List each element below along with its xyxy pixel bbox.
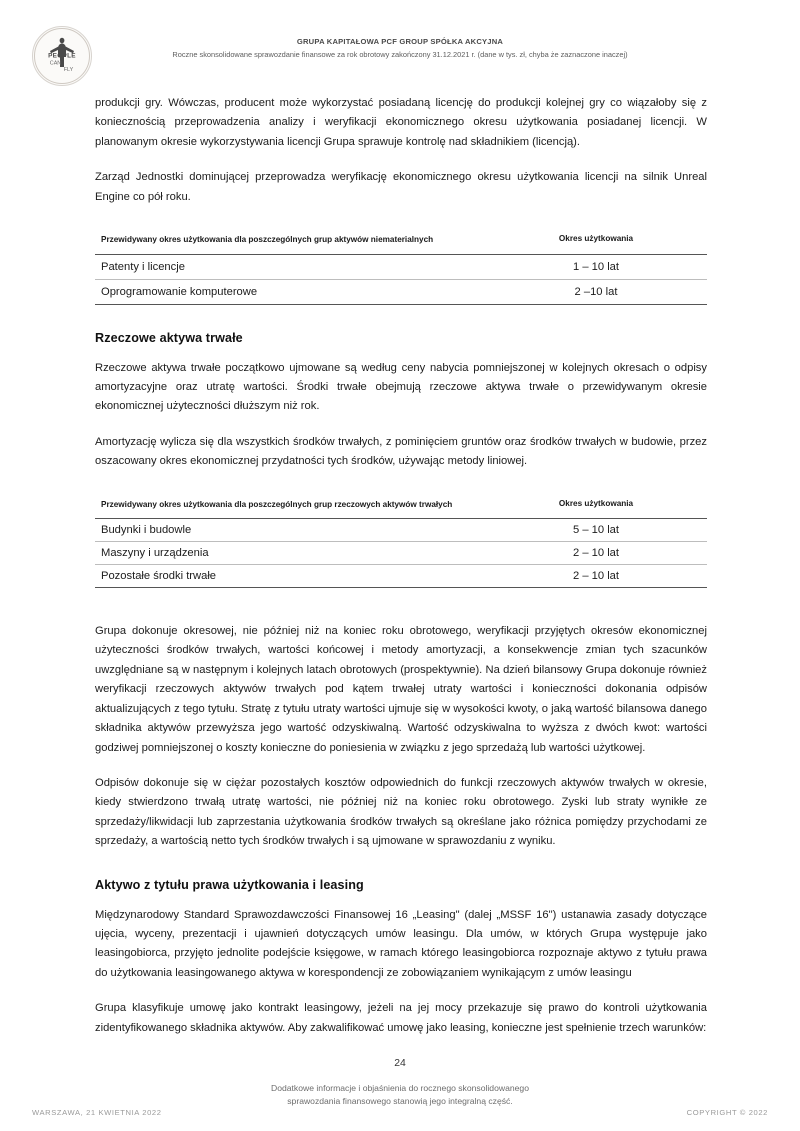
page-number: 24 — [394, 1058, 406, 1069]
table-row — [95, 565, 707, 588]
table-row — [95, 542, 707, 565]
footer-location-date: WARSZAWA, 21 KWIETNIA 2022 — [32, 1108, 162, 1117]
svg-text:CAN: CAN — [49, 60, 62, 67]
footer-copyright: COPYRIGHT © 2022 — [686, 1108, 768, 1117]
table-cell-name: Patenty i licencje — [95, 254, 485, 279]
table-row — [95, 254, 707, 279]
svg-text:FLY: FLY — [63, 67, 74, 73]
heading-rzeczowe-aktywa-trwale: Rzeczowe aktywa trwałe — [95, 330, 243, 345]
spacer — [95, 606, 707, 622]
paragraph-depreciation-method: Amortyzację wylicza się dla wszystkich środków trwałych, z pominięciem gruntów oraz środków trwałych w budowie, przez oszacowany okres ekonomicznej przydatności tych środków, używając metody liniowej. — [95, 435, 707, 468]
table-cell-value: 2 – 10 lat — [485, 565, 707, 588]
document-content — [95, 94, 707, 1038]
table-header-row — [95, 494, 707, 519]
table-intangible-useful-life — [95, 229, 707, 305]
people-can-fly-logo — [32, 26, 92, 86]
paragraph-lease-classification: Grupa klasyfikuje umowę jako kontrakt leasingowy, jeżeli na jej mocy przekazuje się prawo do kontroli użytkowania zidentyfikowanego składnika aktywów. Aby zakwalifikować umowę jako leasing, konieczne jest spełnienie trzech warunków: — [95, 1002, 707, 1034]
footer-note-line-2: sprawozdania finansowego stanowią jego integralną część. — [287, 1096, 513, 1106]
heading-aktywo-prawa-uzytkowania: Aktywo z tytułu prawa użytkowania i leasing — [95, 877, 364, 892]
table-cell-value: 2 – 10 lat — [485, 542, 707, 565]
paragraph-impairment-charges: Odpisów dokonuje się w ciężar pozostałych kosztów odpowiednich do funkcji rzeczowych aktywów trwałych w okresie, kiedy stwierdzono trwałą utratę wartości, nie później niż na koniec roku obrotowego. Zyski lub straty wynikłe ze sprzedaży/likwidacji lub zaprzestania użytkowania środków trwałych są określane jako różnica pomiędzy przychodami ze sprzedaży, a wartością netto tych środków trwałych i są ujmowane w sprawozdaniu z wyniku. — [95, 776, 707, 848]
table-header-useful-life: Okres użytkowania — [485, 229, 707, 254]
table-header-useful-life: Okres użytkowania — [485, 494, 707, 519]
table-cell-value: 5 – 10 lat — [485, 519, 707, 542]
header-subtitle: Roczne skonsolidowane sprawozdanie finansowe za rok obrotowy zakończony 31.12.2021 r. (dane w tys. zł, chyba że zaznaczone inaczej) — [172, 50, 628, 59]
table-row — [95, 279, 707, 304]
table-header-row — [95, 229, 707, 254]
table-cell-name: Oprogramowanie komputerowe — [95, 279, 485, 304]
footer-note — [0, 1082, 800, 1108]
paragraph-production-license: produkcji gry. Wówczas, producent może wykorzystać posiadaną licencję do produkcji kolejnej gry co wiązałoby się z koniecznością przeprowadzenia analizy i weryfikacji ekonomicznego okresu użytkowania posiadanej licencji. W planowanym okresie wykorzystywania licencji Grupa sprawuje kontrolę nad składnikiem (licencją). — [95, 97, 707, 148]
table-cell-value: 2 –10 lat — [485, 279, 707, 304]
page-header — [0, 26, 800, 86]
paragraph-periodic-verification: Grupa dokonuje okresowej, nie później niż na koniec roku obrotowego, weryfikacji przyjętych okresów ekonomicznej użyteczności środków trwałych, wartości końcowej i metody amortyzacji, a konsekwencje zmian tych szacunków uwzględniane są w następnym i kolejnych latach obrotowych (prospektywnie). Na dzień bilansowy Grupa dokonuje również weryfikacji rzeczowych aktywów trwałych pod kątem trwałej utraty wartości i konieczności dokonania odpisów aktualizujących z tego tytułu. Stratę z tytułu utraty wartości ujmuje się w wysokości kwoty, o jaką wartość bilansowa danego składnika aktywów przewyższa jego wartość odzyskiwalną. Wartość odzyskiwalna to wyższa z dwóch kwot: wartości godziwej pomniejszonej o koszty konieczne do poniesienia w związku z jego sprzedażą lub wartości użytkowej. — [95, 625, 707, 754]
table-cell-name: Pozostałe środki trwałe — [95, 565, 485, 588]
table-cell-value: 1 – 10 lat — [485, 254, 707, 279]
header-company-name: GRUPA KAPITAŁOWA PCF GROUP SPÓŁKA AKCYJNA — [296, 37, 504, 46]
table-row — [95, 519, 707, 542]
paragraph-mssf16: Międzynarodowy Standard Sprawozdawczości Finansowej 16 „Leasing" (dalej „MSSF 16") ustanawia zasady dotyczące ujęcia, wyceny, prezentacji i ujawnień dotyczących umów leasingu. Dla umów, w których Grupa występuje jako leasingobiorca, przyjęto jednolite podejście księgowe, w ramach którego leasingobiorca rozpoznaje aktywo z tytułu prawa do użytkowania leasingowanego aktywa w korespondencji ze zobowiązaniem wynikającym z umów leasingu — [95, 908, 707, 979]
table-header-intangible-groups: Przewidywany okres użytkowania dla poszczególnych grup aktywów niematerialnych — [95, 229, 485, 254]
table-tangible-useful-life — [95, 494, 707, 589]
table-header-tangible-groups: Przewidywany okres użytkowania dla poszczególnych grup rzeczowych aktywów trwałych — [95, 494, 485, 519]
header-text-block — [140, 36, 660, 61]
table-cell-name: Budynki i budowle — [95, 519, 485, 542]
footer-note-line-1: Dodatkowe informacje i objaśnienia do rocznego skonsolidowanego — [271, 1083, 529, 1093]
paragraph-unreal-engine: Zarząd Jednostki dominującej przeprowadza weryfikację ekonomicznego okresu użytkowania licencji na silnik Unreal Engine co pół roku. — [95, 171, 707, 203]
table-cell-name: Maszyny i urządzenia — [95, 542, 485, 565]
svg-text:PEOPLE: PEOPLE — [48, 52, 76, 60]
paragraph-tangible-initial-recognition: Rzeczowe aktywa trwałe początkowo ujmowane są według ceny nabycia pomniejszonej w kolejnych okresach o odpisy amortyzacyjne oraz utratę wartości. Środki trwałe obejmują rzeczowe aktywa trwałe o przewidywanym okresie ekonomicznej użyteczności dłuższym niż rok. — [95, 361, 707, 413]
